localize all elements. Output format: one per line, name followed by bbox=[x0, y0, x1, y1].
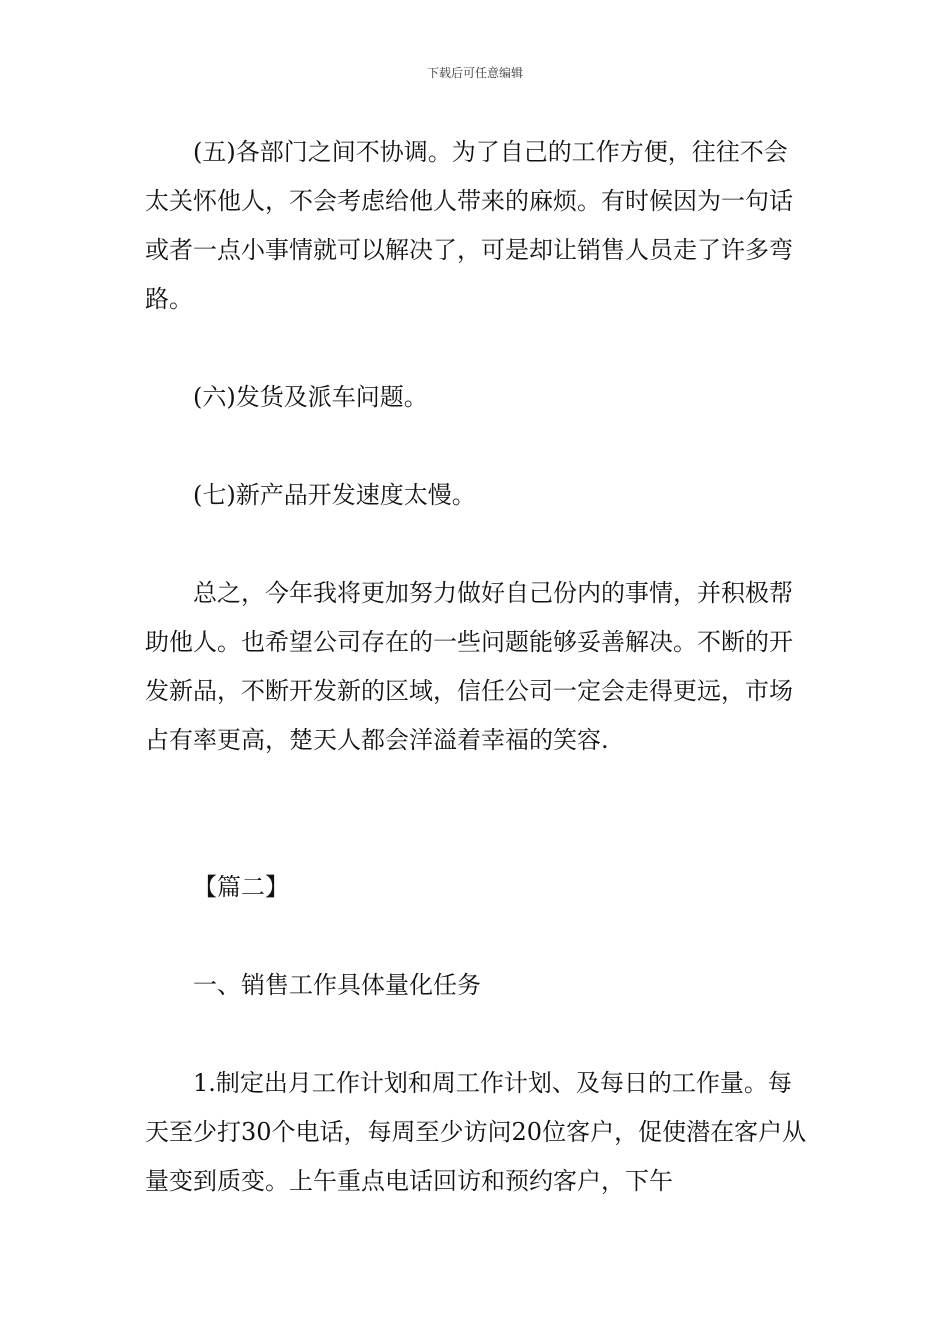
section-heading-part-two: 【篇二】 bbox=[193, 873, 289, 901]
paragraph-conclusion: 总之，今年我将更加努力做好自己份内的事情，并积极帮助他人。也希望公司存在的一些问题能够妥善解决。不断的开发新品，不断开发新的区域，信任公司一定会走得更远，市场占有率更高，楚天人都会洋溢着幸福的笑容. bbox=[145, 579, 793, 754]
page-header: 下载后可任意编辑 bbox=[426, 66, 523, 80]
subheading-sales-tasks: 一、销售工作具体量化任务 bbox=[193, 971, 481, 999]
paragraph-shipping-issue: (六)发货及派车问题。 bbox=[193, 383, 428, 411]
paragraph-department-coordination: (五)各部门之间不协调。为了自己的工作方便，往往不会太关怀他人，不会考虑给他人带来的麻烦。有时候因为一句话或者一点小事情就可以解决了，可是却让销售人员走了许多弯路。 bbox=[145, 138, 793, 313]
document-body bbox=[145, 128, 810, 1206]
paragraph-product-development: (七)新产品开发速度太慢。 bbox=[193, 481, 476, 509]
paragraph-work-plan: 1.制定出月工作计划和周工作计划、及每日的工作量。每天至少打30个电话，每周至少访问20位客户，促使潜在客户从量变到质变。上午重点电话回访和预约客户，下午 bbox=[145, 1069, 807, 1195]
